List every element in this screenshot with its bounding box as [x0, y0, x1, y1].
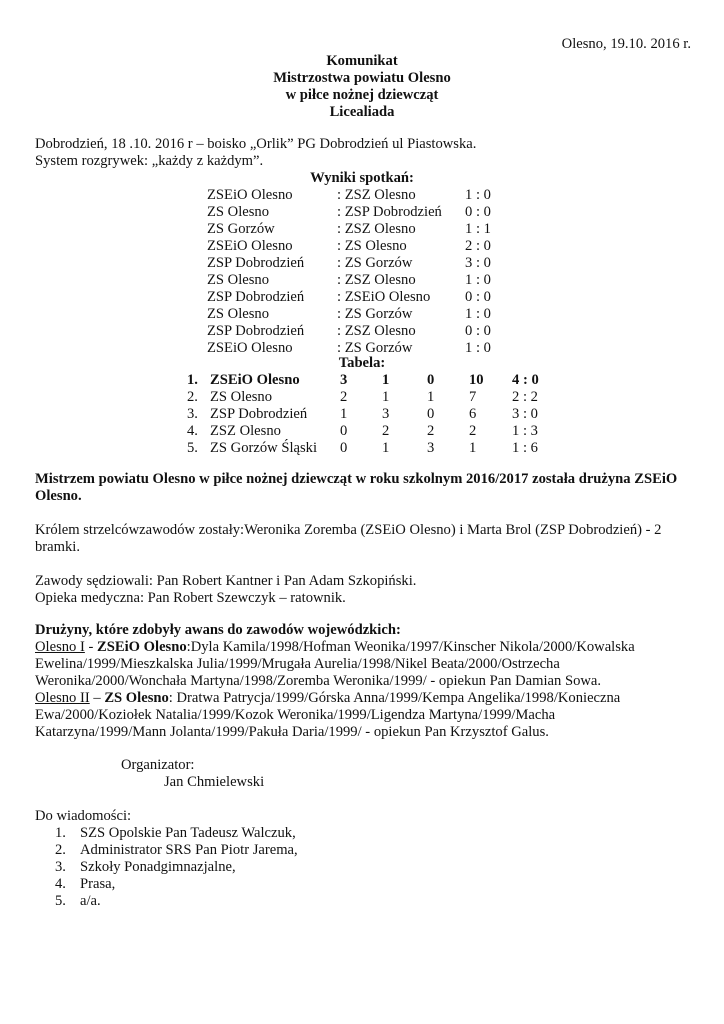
- advancing-team-1: [35, 639, 685, 690]
- distribution-item-num: 2.: [55, 842, 66, 858]
- match-home: ZS Olesno: [207, 272, 270, 288]
- team-1-name: ZSEiO Olesno: [97, 639, 187, 655]
- match-away: : ZSZ Olesno: [337, 221, 416, 237]
- match-row: [207, 255, 515, 272]
- standings-team: ZSP Dobrodzień: [210, 406, 308, 422]
- standings-position: 5.: [187, 440, 198, 456]
- tournament-system-line: System rozgrywek: „każdy z każdym”.: [35, 153, 264, 169]
- document-title: Komunikat: [326, 53, 398, 69]
- referees-line: Zawody sędziowali: Pan Robert Kantner i Pan Adam Szkopiński.: [35, 573, 417, 589]
- distribution-item-num: 3.: [55, 859, 66, 875]
- match-home: ZSEiO Olesno: [207, 340, 293, 356]
- match-score: 0 : 0: [465, 289, 491, 305]
- standings-wins: 1: [340, 406, 348, 422]
- match-score: 0 : 0: [465, 323, 491, 339]
- match-row: [207, 272, 515, 289]
- match-away: : ZS Gorzów: [337, 306, 413, 322]
- match-home: ZS Olesno: [207, 204, 270, 220]
- champion-statement: Mistrzem powiatu Olesno w piłce nożnej dziewcząt w roku szkolnym 2016/2017 została drużyna ZSEiO Olesno.: [35, 471, 678, 504]
- team-2-name: ZS Olesno: [104, 690, 169, 706]
- standings-losses: 1: [427, 389, 435, 405]
- distribution-item: a/a.: [80, 893, 101, 909]
- match-home: ZS Gorzów: [207, 221, 275, 237]
- standings-goals: 1 : 3: [512, 423, 538, 439]
- standings-losses: 0: [427, 372, 435, 388]
- standings-row: [187, 389, 552, 406]
- match-home: ZSP Dobrodzień: [207, 323, 305, 339]
- match-score: 1 : 0: [465, 187, 491, 203]
- match-row: [207, 289, 515, 306]
- standings-table: [187, 372, 552, 457]
- match-score: 1 : 0: [465, 340, 491, 356]
- document-subtitle-competition: Licealiada: [329, 104, 395, 120]
- match-home: ZSEiO Olesno: [207, 187, 293, 203]
- match-score: 1 : 1: [465, 221, 491, 237]
- distribution-item: SZS Opolskie Pan Tadeusz Walczuk,: [80, 825, 296, 841]
- standings-goals: 2 : 2: [512, 389, 538, 405]
- standings-goals: 1 : 6: [512, 440, 538, 456]
- team-2-players: : Dratwa Patrycja/1999/Górska Anna/1999/Kempa Angelika/1998/Konieczna Ewa/2000/Koziołek Natalia/1999/Kozok Weronika/1999/Ligendza Martyna/1999/Macha Katarzyna/1999/Mann Jolanta/1999/Pakuła Daria/1999/ - opiekun Pan Krzysztof Galus.: [35, 690, 621, 740]
- match-row: [207, 238, 515, 255]
- match-away: : ZS Olesno: [337, 238, 407, 254]
- match-away: : ZSP Dobrodzień: [337, 204, 442, 220]
- distribution-item-num: 4.: [55, 876, 66, 892]
- event-location-line: Dobrodzień, 18 .10. 2016 r – boisko „Orlik” PG Dobrodzień ul Piastowska.: [35, 136, 477, 152]
- advancing-team-2: [35, 690, 685, 741]
- standings-position: 1.: [187, 372, 198, 388]
- medical-care-line: Opieka medyczna: Pan Robert Szewczyk – ratownik.: [35, 590, 346, 606]
- standings-team: ZS Gorzów Śląski: [210, 440, 318, 456]
- standings-losses: 2: [427, 423, 435, 439]
- distribution-item: Prasa,: [80, 876, 116, 892]
- match-away: : ZS Gorzów: [337, 340, 413, 356]
- match-score: 2 : 0: [465, 238, 491, 254]
- distribution-item: Administrator SRS Pan Piotr Jarema,: [80, 842, 298, 858]
- match-home: ZS Olesno: [207, 306, 270, 322]
- distribution-heading: Do wiadomości:: [35, 808, 132, 824]
- standings-wins: 2: [340, 389, 348, 405]
- standings-points: 1: [469, 440, 477, 456]
- standings-points: 7: [469, 389, 477, 405]
- standings-draws: 1: [382, 372, 390, 388]
- team-1-players: :Dyla Kamila/1998/Hofman Weonika/1997/Kinscher Nikola/2000/Kowalska Ewelina/1999/Mieszkalska Julia/1999/Mrugała Aurelia/1998/Nikel Beata/2000/Ostrzecha Weronika/2000/Wonchała Martyna/1998/Zoremba Weronika/1999/ - opiekun Pan Damian Sowa.: [35, 639, 635, 689]
- team-2-separator: –: [89, 690, 105, 706]
- standings-row: [187, 423, 552, 440]
- standings-wins: 0: [340, 440, 348, 456]
- match-row: [207, 187, 515, 204]
- distribution-item-num: 5.: [55, 893, 66, 909]
- standings-position: 3.: [187, 406, 198, 422]
- match-row: [207, 306, 515, 323]
- standings-draws: 3: [382, 406, 390, 422]
- standings-goals: 4 : 0: [512, 372, 539, 388]
- match-home: ZSP Dobrodzień: [207, 289, 305, 305]
- standings-draws: 1: [382, 440, 390, 456]
- match-away: : ZSZ Olesno: [337, 272, 416, 288]
- standings-goals: 3 : 0: [512, 406, 538, 422]
- top-scorers-statement: Królem strzelcówzawodów zostały:Weronika Zoremba (ZSEiO Olesno) i Marta Brol (ZSP Dobrodzień) - 2 bramki.: [35, 522, 662, 555]
- document-date: Olesno, 19.10. 2016 r.: [561, 36, 691, 52]
- match-away: : ZSZ Olesno: [337, 323, 416, 339]
- standings-row: [187, 440, 552, 457]
- standings-team: ZSEiO Olesno: [210, 372, 300, 388]
- standings-points: 6: [469, 406, 477, 422]
- match-score: 0 : 0: [465, 204, 491, 220]
- distribution-item-num: 1.: [55, 825, 66, 841]
- team-2-label: Olesno II: [35, 690, 90, 706]
- match-row: [207, 221, 515, 238]
- results-table: [207, 187, 515, 357]
- standings-wins: 3: [340, 372, 348, 388]
- standings-wins: 0: [340, 423, 348, 439]
- match-away: : ZSZ Olesno: [337, 187, 416, 203]
- match-row: [207, 204, 515, 221]
- standings-position: 4.: [187, 423, 198, 439]
- organizer-name: Jan Chmielewski: [164, 774, 265, 790]
- standings-row: [187, 372, 552, 389]
- distribution-item: Szkoły Ponadgimnazjalne,: [80, 859, 236, 875]
- standings-team: ZSZ Olesno: [210, 423, 281, 439]
- organizer-label: Organizator:: [121, 757, 195, 773]
- match-away: : ZSEiO Olesno: [337, 289, 431, 305]
- standings-points: 2: [469, 423, 477, 439]
- advancing-teams-heading: Drużyny, które zdobyły awans do zawodów wojewódzkich:: [35, 622, 401, 638]
- match-score: 1 : 0: [465, 306, 491, 322]
- match-home: ZSP Dobrodzień: [207, 255, 305, 271]
- document-subtitle-discipline: w piłce nożnej dziewcząt: [285, 87, 439, 103]
- standings-losses: 3: [427, 440, 435, 456]
- team-1-label: Olesno I: [35, 639, 85, 655]
- standings-position: 2.: [187, 389, 198, 405]
- standings-draws: 2: [382, 423, 390, 439]
- match-away: : ZS Gorzów: [337, 255, 413, 271]
- standings-team: ZS Olesno: [210, 389, 273, 405]
- document-subtitle: Mistrzostwa powiatu Olesno: [273, 70, 451, 86]
- match-row: [207, 323, 515, 340]
- standings-losses: 0: [427, 406, 435, 422]
- match-score: 3 : 0: [465, 255, 491, 271]
- team-1-separator: -: [84, 639, 98, 655]
- match-home: ZSEiO Olesno: [207, 238, 293, 254]
- standings-heading: Tabela:: [338, 355, 386, 371]
- standings-points: 10: [469, 372, 484, 388]
- standings-row: [187, 406, 552, 423]
- results-heading: Wyniki spotkań:: [310, 170, 414, 186]
- standings-draws: 1: [382, 389, 390, 405]
- match-score: 1 : 0: [465, 272, 491, 288]
